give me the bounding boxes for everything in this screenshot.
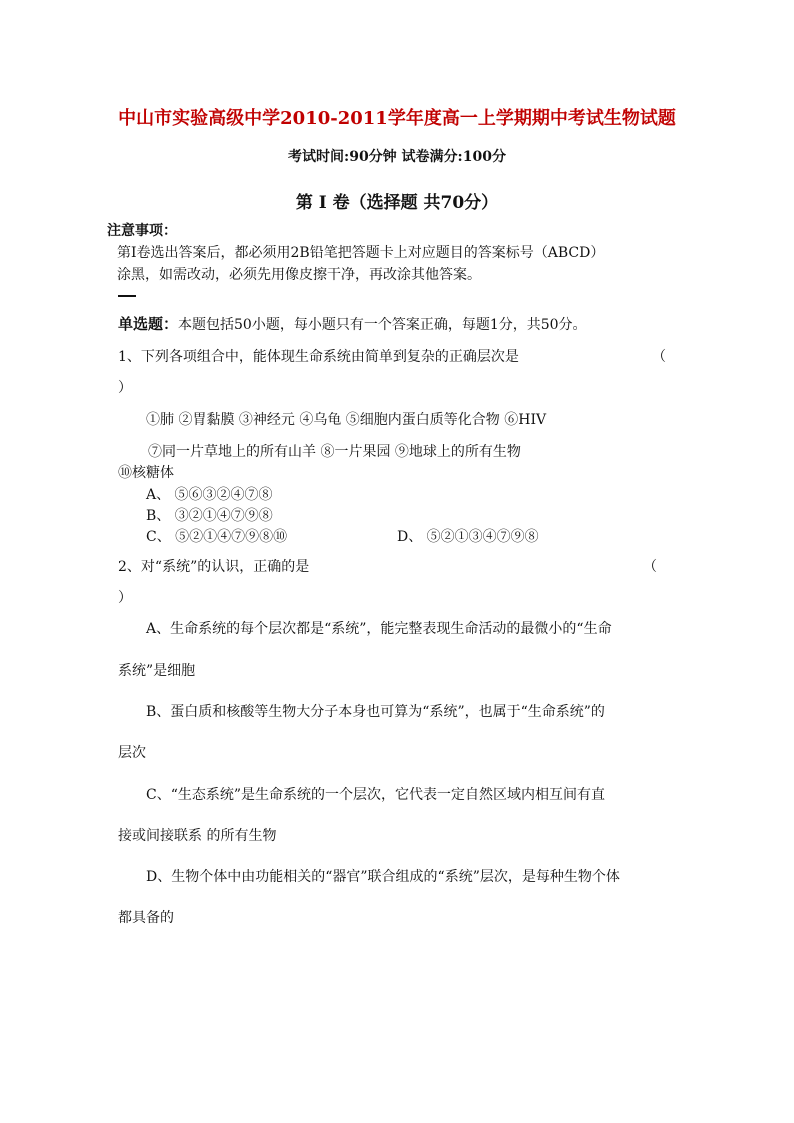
q2-option-c-line-2: 接或间接联系 的所有生物 xyxy=(118,828,277,844)
section-title: 第 I 卷（选择题 共70分） xyxy=(295,193,499,213)
q1-option-b: B、 ③②①④⑦⑨⑧ xyxy=(146,508,273,524)
part-one-heading: 单选题： xyxy=(118,315,179,333)
q2-option-d-line-1: D、生物个体中由功能相关的“器官”联合组成的“系统”层次，是每种生物个体 xyxy=(146,869,620,885)
q1-option-c: C、 ⑤②①④⑦⑨⑧⑩ xyxy=(146,529,288,545)
q2-option-a-line-1: A、生命系统的每个层次都是“系统”，能完整表现生命活动的最微小的“生命 xyxy=(146,621,612,637)
q1-items-line-2: ⑦同一片草地上的所有山羊 ⑧一片果园 ⑨地球上的所有生物 xyxy=(148,444,521,460)
q2-option-a-line-2: 系统”是细胞 xyxy=(118,663,196,679)
part-one-desc: 本题包括50小题，每小题只有一个答案正确，每题1分，共50分。 xyxy=(178,317,587,333)
q2-option-d-line-2: 都具备的 xyxy=(118,910,174,926)
exam-title: 中山市实验高级中学2010-2011学年度高一上学期期中考试生物试题 xyxy=(118,108,676,129)
notice-heading: 注意事项： xyxy=(107,223,177,239)
q2-paren-open: （ xyxy=(643,559,657,575)
q1-option-d: D、 ⑤②①③④⑦⑨⑧ xyxy=(397,529,539,545)
q1-paren-open: （ xyxy=(652,349,666,365)
q1-paren-close: ） xyxy=(118,380,132,396)
q2-stem: 2、对“系统”的认识，正确的是 xyxy=(118,559,310,575)
q2-option-c-line-1: C、“生态系统”是生命系统的一个层次，它代表一定自然区域内相互间有直 xyxy=(146,787,606,803)
notice-line-1: 第Ⅰ卷选出答案后，都必须用2B铅笔把答题卡上对应题目的答案标号（ABCD） xyxy=(117,245,605,261)
q2-option-b-line-2: 层次 xyxy=(118,745,146,761)
q2-option-b-line-1: B、蛋白质和核酸等生物大分子本身也可算为“系统”，也属于“生命系统”的 xyxy=(146,704,605,720)
part-one-number-dash xyxy=(118,295,136,297)
q1-items-line-3: ⑩核糖体 xyxy=(118,465,174,481)
part-one-line xyxy=(118,313,587,334)
q2-paren-close: ） xyxy=(118,590,132,606)
q1-stem: 1、下列各项组合中，能体现生命系统由简单到复杂的正确层次是 xyxy=(118,349,519,365)
notice-line-2: 涂黑，如需改动，必须先用像皮擦干净，再改涂其他答案。 xyxy=(117,267,481,283)
exam-info: 考试时间:90分钟 试卷满分:100分 xyxy=(288,149,506,165)
q1-items-line-1: ①肺 ②胃黏膜 ③神经元 ④乌龟 ⑤细胞内蛋白质等化合物 ⑥HIV xyxy=(146,412,547,428)
q1-option-a: A、 ⑤⑥③②④⑦⑧ xyxy=(146,487,273,503)
